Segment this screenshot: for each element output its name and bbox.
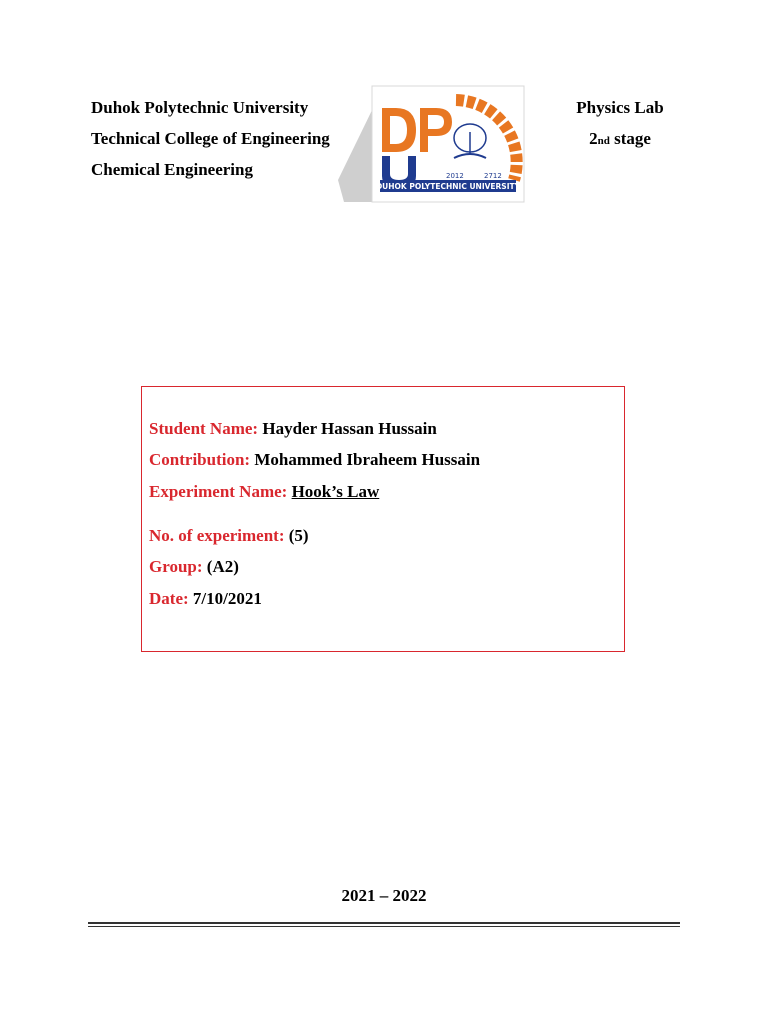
experiment-value: Hook’s Law	[291, 482, 380, 501]
contribution-row	[149, 450, 480, 470]
contribution-label: Contribution:	[149, 450, 251, 469]
student-value: Hayder Hassan Hussain	[262, 419, 437, 438]
logo-year-left: 2012	[446, 172, 464, 180]
number-value: (5)	[288, 526, 309, 545]
logo-year-right: 2712	[484, 172, 502, 180]
student-label: Student Name:	[149, 419, 259, 438]
stage-ordinal: nd	[597, 135, 610, 147]
student-row	[149, 419, 437, 439]
number-label: No. of experiment:	[149, 526, 285, 545]
course-name: Physics Lab	[576, 98, 664, 117]
stage-line	[560, 123, 680, 157]
header-institution	[91, 92, 330, 185]
contribution-value: Mohammed Ibraheem Hussain	[254, 450, 481, 469]
logo-university-name: DUHOK POLYTECHNIC UNIVERSITY	[375, 182, 521, 191]
experiment-label: Experiment Name:	[149, 482, 288, 501]
stage-word: stage	[614, 129, 651, 148]
university-logo	[336, 80, 536, 210]
date-row	[149, 589, 262, 609]
academic-years: 2021 – 2022	[341, 886, 427, 905]
experiment-row	[149, 482, 379, 502]
college-name: Technical College of Engineering	[91, 129, 330, 148]
stage-number: 2	[589, 129, 598, 148]
info-box	[141, 386, 625, 652]
header-course	[560, 92, 680, 157]
group-value: (A2)	[206, 557, 239, 576]
footer-rule-thick	[88, 922, 680, 924]
date-label: Date:	[149, 589, 189, 608]
group-row	[149, 557, 239, 577]
university-name: Duhok Polytechnic University	[91, 98, 309, 117]
date-value: 7/10/2021	[192, 589, 262, 608]
footer-rule-thin	[88, 926, 680, 927]
group-label: Group:	[149, 557, 203, 576]
department-name: Chemical Engineering	[91, 160, 253, 179]
number-row	[149, 526, 309, 546]
